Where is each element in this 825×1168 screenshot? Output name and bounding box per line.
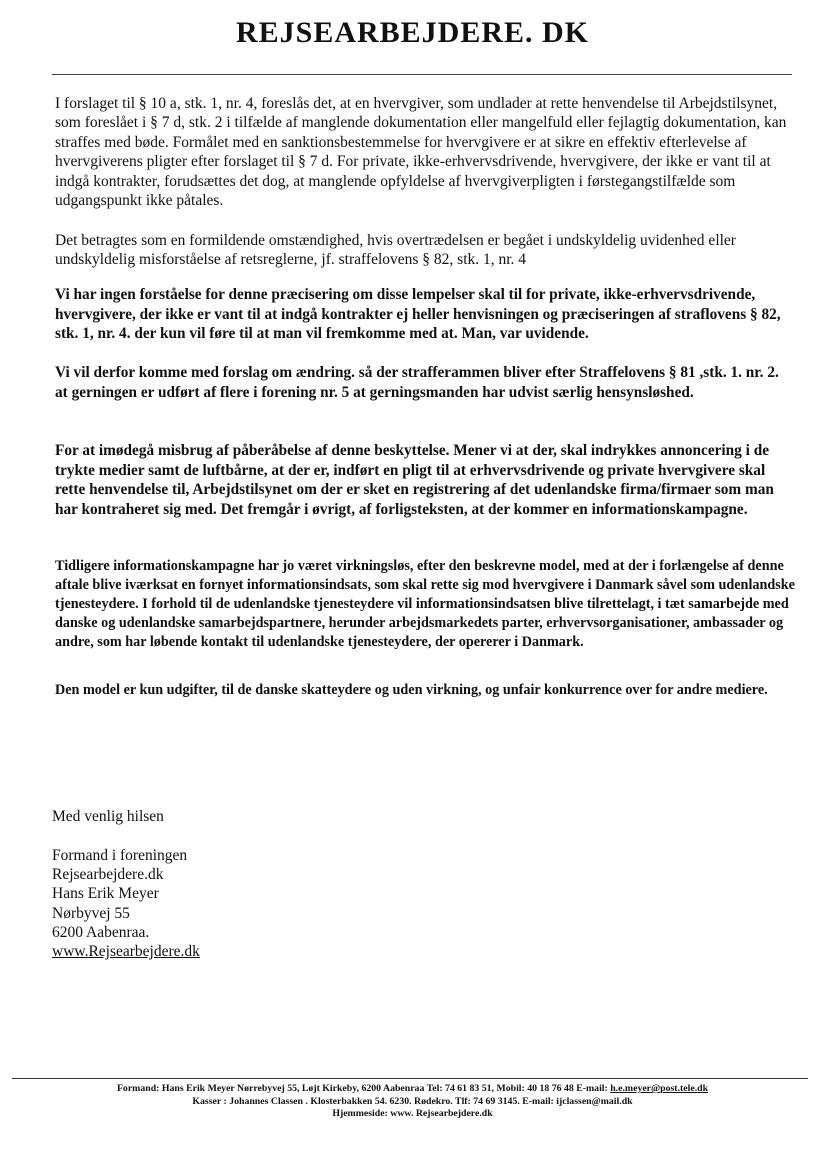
footer-divider — [12, 1078, 808, 1079]
paragraph-3b: Vi vil derfor komme med forslag om ændring. så der strafferammen bliver efter Straffelovens § 81 ,stk. 1. nr. 2. at gerningen er udført af flere i forening nr. 5 at gerningsmanden har udvist særlig hensynsløshed. — [55, 364, 779, 401]
paragraph-6: Den model er kun udgifter, til de danske skatteydere og uden virkning, og unfair konkurrence over for andre mediere. — [55, 682, 768, 698]
paragraph-4: For at imødegå misbrug af påberåbelse af denne beskyttelse. Mener vi at der, skal indrykkes annoncering i de trykte medier samt de luftbårne, at der er, indført en pligt til at erhvervsdrivende og private hvervgivere skal rette henvendelse til, Arbejdstilsynet om der er sket en registrering af det udenlandske firma/firmaer som man har kontraheret sig med. Det fremgår i øvrigt, af forligsteksten, at der kommer en informationskampagne. — [55, 442, 774, 518]
page-title: REJSEARBEJDERE. DK — [235, 16, 590, 49]
paragraph-1: I forslaget til § 10 a, stk. 1, nr. 4, foreslås det, at en hvervgiver, som undlader at rette henvendelse til Arbejdstilsynet, som foreslået i § 7 d, stk. 2 i tilfælde af manglende dokumentation eller mangelfuld eller fejlagtig dokumentation, kan straffes med bøde. Formålet med en sanktionsbestemmelse for hvervgivere er at sikre en effektiv efterlevelse af hvervgiverens pligter efter forslaget til § 7 d. For private, ikke-erhvervsdrivende, hvervgivere, der ikke er vant til at indgå kontrakter, forudsættes det dog, at manglende opfyldelse af hvervgiverpligten i førstegangstilfælde som udgangspunkt ikke påtales. — [55, 95, 787, 210]
signature-greeting: Med venlig hilsen — [52, 808, 164, 825]
signature-city: 6200 Aabenraa. — [52, 923, 150, 941]
footer-line-3: Hjemmeside: www. Rejsearbejdere.dk — [332, 1108, 493, 1119]
header-divider — [52, 74, 792, 75]
footer-chairman-text: Formand: Hans Erik Meyer Nørrebyvej 55, Løjt Kirkeby, 6200 Aabenraa Tel: 74 61 83 51, Mobil: 40 18 76 48 E-mail: — [116, 1083, 611, 1094]
signature-street: Nørbyvej 55 — [52, 904, 130, 922]
footer-line-1 — [0, 1083, 825, 1096]
footer-line-2: Kasser : Johannes Classen . Klosterbakken 54. 6230. Rødekro. Tlf: 74 69 3145. E-mail: ijclassen@mail.dk — [192, 1095, 633, 1107]
paragraph-2: Det betragtes som en formildende omstændighed, hvis overtrædelsen er begået i undskyldelig uvidenhed eller undskyldelig misforståelse af retsreglerne, jf. straffelovens § 82, stk. 1, nr. 4 — [55, 232, 736, 269]
signature-name: Hans Erik Meyer — [52, 885, 159, 903]
signature-org: Rejsearbejdere.dk — [52, 866, 164, 884]
paragraph-3a: Vi har ingen forståelse for denne præcisering om disse lempelser skal til for private, ikke-erhvervsdrivende, hvervgivere, der ikke er vant til at indgå kontrakter ej heller henvisningen og præciseringen af straflovens § 82, stk. 1, nr. 4. der kun vil føre til at man vil fremkomme med at. Man, var uvidende. — [55, 286, 781, 343]
footer-email-link[interactable]: h.e.meyer@post.tele.dk — [610, 1083, 709, 1094]
signature-role: Formand i foreningen — [52, 847, 188, 864]
website-link[interactable]: www.Rejsearbejdere.dk — [52, 943, 200, 961]
footer — [0, 1083, 825, 1121]
paragraph-5: Tidligere informationskampagne har jo været virkningsløs, efter den beskrevne model, med at der i forlængelse af denne aftale blive iværksat en fornyet informationsindsats, som skal rette sig mod hvervgivere i Danmark såvel som udenlandske tjenesteydere. I forhold til de udenlandske tjenesteydere vil informationsindsatsen blive tilrettelagt, i tæt samarbejde med danske og udenlandske samarbejdspartnere, herunder arbejdsmarkedets parter, erhvervsorganisationer, ambassader og andre, som har løbende kontakt til udenlandske tjenesteydere, der opererer i Danmark. — [55, 558, 795, 650]
signature-block — [52, 846, 200, 961]
